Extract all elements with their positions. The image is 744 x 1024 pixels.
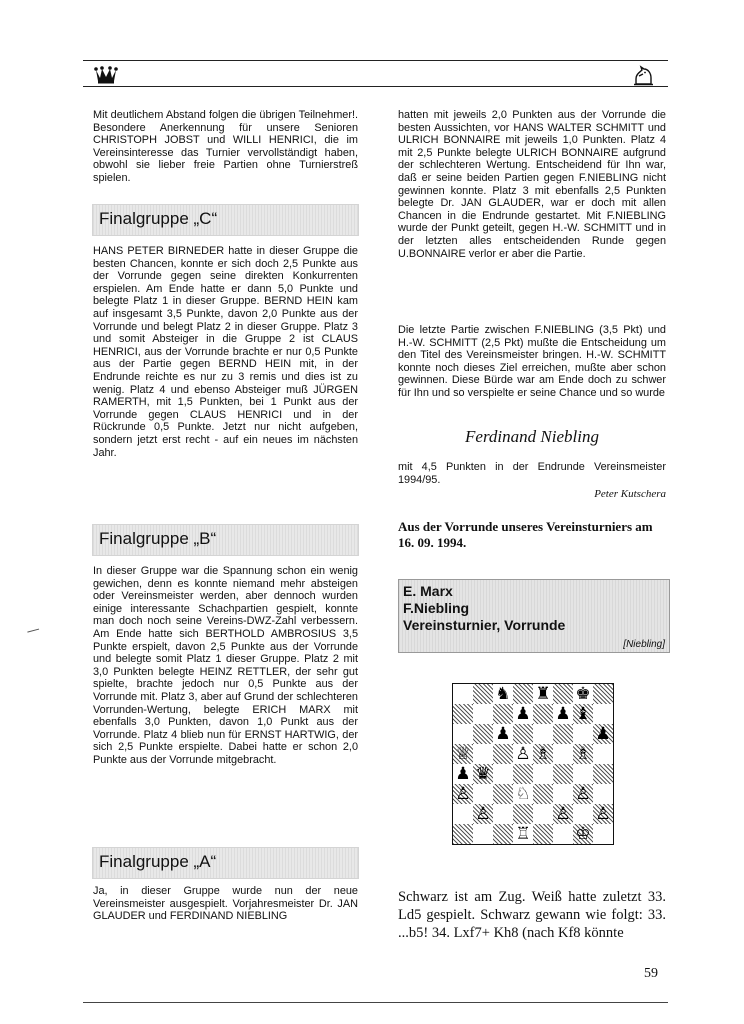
chess-piece: ♙	[515, 744, 531, 764]
game-event: Vereinsturnier, Vorrunde	[403, 617, 566, 633]
game-black-player: F.Niebling	[403, 600, 470, 616]
chess-piece: ♚	[575, 684, 591, 704]
section-heading-a-text: Finalgruppe „A“	[99, 852, 217, 871]
analysis-paragraph: Schwarz ist am Zug. Weiß hatte zuletzt 33. Ld5 gespielt. Schwarz gewann wie folgt: 33. ...b5! 34. Lxf7+ Kh8 (nach Kf8 könnte	[398, 888, 666, 941]
board-square	[573, 804, 593, 824]
paragraph-group-b: In dieser Gruppe war die Spannung schon ein wenig gewichen, denn es konnte niemand mehr absteigen oder Vereinsmeister werden, aber dennoch wurden einige interessante Schachpartien gespielt, konnte man doch noch seine Vereins-DWZ-Zahl verbessern. Am Ende hatte sich BERTHOLD AMBROSIUS 3,5 Punkte erspielt, davon 2,5 Punkte aus der Vorrunde und belegte somit Platz 1 dieser Gruppe. Platz 2 mit 3,0 Punkten belegte HEINZ RETTLER, der sehr gut spielte, brachte jedoch nur 0,5 Punkte aus der Vorrunde mit. Platz 3, aber auf Grund der schlechteren Vorrunden-Wertung, belegte ERICH MARX mit ebenfalls 3,0 Punkten, davon 1,0 Punkt aus der Vorrunde. Platz 4 blieb nun für ERNST HARTWIG, der sich 2,5 Punkte erspielte. Dabei hatte er schon 2,0 Punkte aus der Vorrunde mitgebracht.	[93, 565, 358, 766]
game-white-player: E. Marx	[403, 583, 453, 599]
board-square	[453, 724, 473, 744]
board-square	[533, 704, 553, 724]
board-square	[533, 804, 553, 824]
author-signature: Peter Kutschera	[594, 488, 666, 500]
board-square	[553, 784, 573, 804]
board-square	[513, 804, 533, 824]
queen-icon	[94, 66, 118, 84]
page-number: 59	[644, 966, 658, 981]
header-rule	[83, 86, 668, 87]
section-heading-b	[92, 524, 359, 556]
board-square	[593, 744, 613, 764]
chess-piece: ♜	[535, 684, 551, 704]
board-square	[473, 744, 493, 764]
chess-piece: ♙	[595, 804, 611, 824]
board-square	[553, 684, 573, 704]
chess-piece: ♙	[575, 784, 591, 804]
section-heading-c	[92, 204, 359, 236]
board-square	[453, 804, 473, 824]
chess-piece: ♗	[575, 744, 591, 764]
section-heading-c-text: Finalgruppe „C“	[99, 209, 218, 228]
board-square	[533, 824, 553, 844]
board-square	[533, 724, 553, 744]
top-rule	[83, 60, 668, 61]
chess-piece: ♟	[555, 704, 571, 724]
paragraph-group-c: HANS PETER BIRNEDER hatte in dieser Gruppe die besten Chancen, konnte er sich doch 2,5 Punkte aus der Vorrunde gegen seine direkten Konkurrenten erspielen. Am Ende hatte er dann 5,0 Punkte und belegte Platz 1 in dieser Gruppe. BERND HEIN kam auf insgesamt 3,5 Punkte, davon 2,0 Punkte aus der Vorrunde und belegt Platz 2 in dieser Gruppe. Platz 3 und somit Absteiger in die Gruppe 2 ist CLAUS HENRICI, aus der Vorrunde brachte er nur 0,5 Punkte aus der Partie gegen BERND HEIN mit, in der Endrunde reichte es nur zu 3 remis und dies ist zu wenig. Platz 4 und ebenso Absteiger muß JÜRGEN RAMERTH, mit 1,5 Punkten, bei 1 Punkt aus der Vorrunde gegen CLAUS HENRICI und in der Rückrunde 0,5 Punkte. Jetzt nur nicht aufgeben, sondern jetzt erst recht - auf ein neues im nächsten Jahr.	[93, 245, 358, 459]
board-square	[473, 704, 493, 724]
chess-piece: ♗	[535, 744, 551, 764]
section-heading-a	[92, 847, 359, 879]
board-square	[493, 784, 513, 804]
board-square	[453, 684, 473, 704]
chess-piece: ♟	[455, 764, 471, 784]
champion-name: Ferdinand Niebling	[465, 427, 599, 446]
game-annotator: [Niebling]	[623, 639, 665, 650]
game-section-heading: Aus der Vorrunde unseres Vereinsturniers am 16. 09. 1994.	[398, 519, 653, 550]
footer-rule	[83, 1002, 668, 1003]
paragraph-champion: mit 4,5 Punkten in der Endrunde Vereinsmeister 1994/95.	[398, 461, 666, 486]
chess-piece: ♔	[575, 824, 591, 844]
board-square	[513, 684, 533, 704]
board-square	[553, 724, 573, 744]
board-square	[513, 724, 533, 744]
board-square	[533, 784, 553, 804]
chess-piece: ♙	[475, 804, 491, 824]
chess-piece: ♘	[515, 784, 531, 804]
board-square	[593, 704, 613, 724]
board-square	[553, 764, 573, 784]
knight-icon	[630, 64, 656, 86]
board-square	[473, 784, 493, 804]
chess-piece: ♕	[455, 744, 471, 764]
chess-board	[452, 683, 614, 845]
board-square	[473, 684, 493, 704]
board-square	[493, 704, 513, 724]
paragraph-final-game: Die letzte Partie zwischen F.NIEBLING (3,5 Pkt) und H.-W. SCHMITT (2,5 Pkt) mußte die Entscheidung um den Titel des Vereinsmeister bringen. H.-W. SCHMITT konnte noch dieses Ziel erreichen, mußte aber schon gewinnen. Diese Bürde war am Ende doch zu schwer für Ihn und so verspielte er seine Chance und so wurde	[398, 324, 666, 399]
chess-piece: ♖	[515, 824, 531, 844]
board-square	[593, 824, 613, 844]
board-square	[513, 764, 533, 784]
margin-mark	[27, 629, 40, 639]
chess-piece: ♙	[455, 784, 471, 804]
board-square	[593, 764, 613, 784]
chess-piece: ♙	[555, 804, 571, 824]
section-heading-b-text: Finalgruppe „B“	[99, 529, 217, 548]
paragraph-continued: hatten mit jeweils 2,0 Punkten aus der Vorrunde die besten Aussichten, vor HANS WALTER SCHMITT und ULRICH BONNAIRE mit jeweils 1,0 Punkten. Platz 4 mit 2,5 Punkte belegte ULRICH BONNAIRE aufgrund der schlechteren Wertung. Entscheidend für Ihn war, daß er seine beiden Partien gegen F.NIEBLING nicht gewinnen konnte. Platz 3 mit ebenfalls 2,5 Punkten belegte Dr. JAN GLAUDER, war er doch mit allen Chancen in die Endrunde gestartet. Mit F.NIEBLING wurde der Punkt geteilt, gegen H.-W. SCHMITT und in der letzten alles entscheidenden Runde gegen U.BONNAIRE verlor er aber die Partie.	[398, 109, 666, 260]
board-square	[453, 824, 473, 844]
board-square	[473, 724, 493, 744]
board-square	[553, 824, 573, 844]
chess-piece: ♛	[475, 764, 491, 784]
board-square	[593, 684, 613, 704]
board-square	[493, 744, 513, 764]
board-square	[593, 784, 613, 804]
board-square	[553, 744, 573, 764]
paragraph-group-a: Ja, in dieser Gruppe wurde nun der neue Vereinsmeister ausgespielt. Vorjahresmeister Dr. JAN GLAUDER und FERDINAND NIEBLING	[93, 885, 358, 923]
board-square	[493, 764, 513, 784]
board-square	[533, 764, 553, 784]
intro-paragraph: Mit deutlichem Abstand folgen die übrigen Teilnehmer!. Besondere Anerkennung für unsere Senioren CHRISTOPH JOBST und WILLI HENRICI, die im Vereinsinteresse das Turnier vervollständigt haben, obwohl sie lieber freie Partien ohne Turnierstreß spielen.	[93, 109, 358, 184]
board-square	[473, 824, 493, 844]
game-header-box	[398, 579, 670, 653]
chess-piece: ♟	[515, 704, 531, 724]
chess-piece: ♞	[495, 684, 511, 704]
board-square	[453, 704, 473, 724]
board-square	[493, 824, 513, 844]
board-square	[493, 804, 513, 824]
board-square	[573, 724, 593, 744]
chess-piece: ♝	[575, 704, 591, 724]
chess-piece: ♟	[495, 724, 511, 744]
board-square	[573, 764, 593, 784]
chess-piece: ♟	[595, 724, 611, 744]
